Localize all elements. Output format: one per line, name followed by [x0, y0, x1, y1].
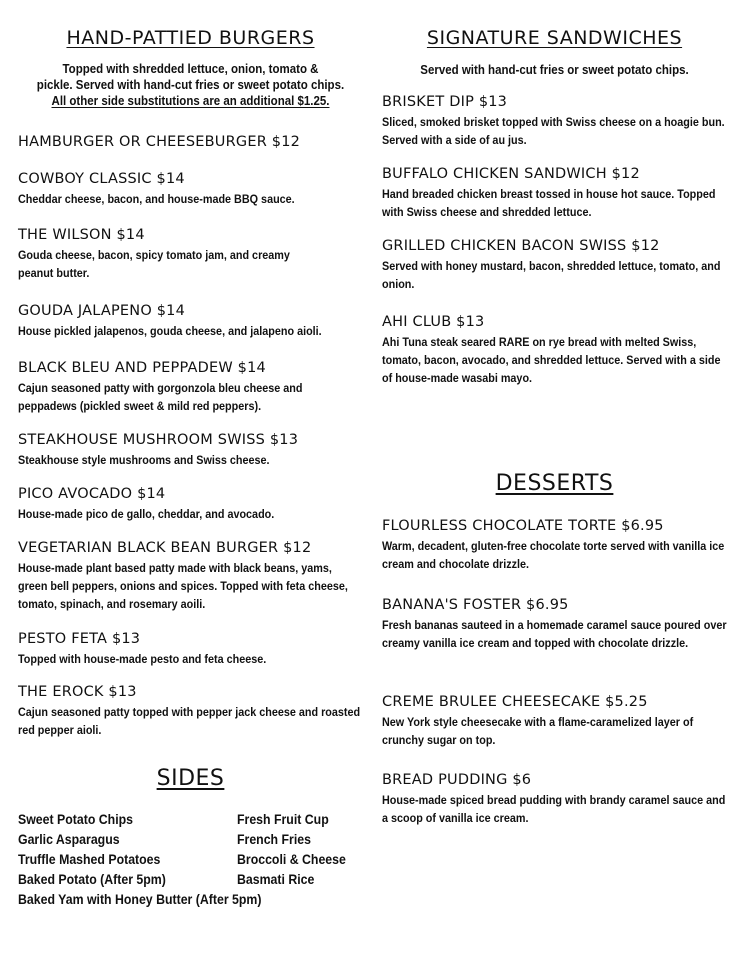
- item-description: Steakhouse style mushrooms and Swiss cheese.: [18, 453, 270, 467]
- desserts-heading: DESSERTS: [495, 471, 614, 496]
- side-item: Sweet Potato Chips: [18, 811, 134, 827]
- item-name: BRISKET DIP $13: [382, 94, 508, 110]
- item-name: CREME BRULEE CHEESECAKE $5.25: [382, 694, 648, 710]
- item-description: Cajun seasoned patty with gorgonzola bleu cheese and peppadews (pickled sweet & mild red peppers).: [18, 381, 303, 413]
- side-item: Garlic Asparagus: [18, 831, 120, 847]
- side-item: Baked Potato (After 5pm): [18, 871, 166, 887]
- item-description: Cheddar cheese, bacon, and house-made BBQ sauce.: [18, 192, 295, 206]
- menu-item: [18, 539, 363, 613]
- menu-item: [382, 237, 727, 293]
- item-description: House-made plant based patty made with black beans, yams, green bell peppers, onions and spices. Topped with feta cheese, tomato, spinach, and rosemary aoili.: [18, 561, 348, 611]
- menu-item: [382, 313, 727, 387]
- burgers-intro-line3: All other side substitutions are an additional $1.25.: [51, 94, 330, 108]
- item-description: Cajun seasoned patty topped with pepper jack cheese and roasted red pepper aioli.: [18, 705, 361, 737]
- item-name: AHI CLUB $13: [382, 314, 485, 330]
- menu-item: [18, 683, 363, 739]
- item-description: Sliced, smoked brisket topped with Swiss cheese on a hoagie bun. Served with a side of au jus.: [382, 115, 725, 147]
- item-description: Hand breaded chicken breast tossed in house hot sauce. Topped with Swiss cheese and shredded lettuce.: [382, 187, 716, 219]
- menu-item: [18, 431, 363, 469]
- item-name: THE EROCK $13: [18, 684, 137, 700]
- item-name: BLACK BLEU AND PEPPADEW $14: [18, 360, 266, 376]
- menu-item: [382, 165, 727, 221]
- item-name: STEAKHOUSE MUSHROOM SWISS $13: [18, 432, 299, 448]
- menu-item: [382, 517, 727, 573]
- item-description: Ahi Tuna steak seared RARE on rye bread with melted Swiss, tomato, bacon, avocado, and shredded lettuce. Served with a side of house-made wasabi mayo.: [382, 335, 721, 385]
- item-description: House-made spiced bread pudding with brandy caramel sauce and a scoop of vanilla ice cream.: [382, 793, 726, 825]
- menu-item: [382, 596, 727, 652]
- item-name: VEGETARIAN BLACK BEAN BURGER $12: [18, 540, 312, 556]
- menu-item: [382, 693, 727, 749]
- burgers-heading: HAND-PATTIED BURGERS: [66, 27, 315, 49]
- side-item: Fresh Fruit Cup: [237, 811, 329, 827]
- item-name: COWBOY CLASSIC $14: [18, 171, 185, 187]
- sides-heading: SIDES: [156, 766, 225, 791]
- item-name: BUFFALO CHICKEN SANDWICH $12: [382, 166, 640, 182]
- menu-item: [18, 359, 363, 415]
- item-description: Fresh bananas sauteed in a homemade caramel sauce poured over creamy vanilla ice cream and topped with chocolate drizzle.: [382, 618, 727, 650]
- item-name: FLOURLESS CHOCOLATE TORTE $6.95: [382, 518, 664, 534]
- menu-item: [18, 630, 363, 668]
- burgers-intro-line1: Topped with shredded lettuce, onion, tomato &: [62, 62, 319, 76]
- side-item: Baked Yam with Honey Butter (After 5pm): [18, 891, 262, 907]
- side-item: Broccoli & Cheese: [237, 851, 346, 867]
- item-description: New York style cheesecake with a flame-caramelized layer of crunchy sugar on top.: [382, 715, 694, 747]
- menu-item: [18, 302, 363, 340]
- item-name: BANANA'S FOSTER $6.95: [382, 597, 569, 613]
- menu-item: [18, 133, 363, 151]
- sandwiches-intro: Served with hand-cut fries or sweet potato chips.: [420, 63, 689, 77]
- burgers-intro-line2: pickle. Served with hand-cut fries or sweet potato chips.: [36, 78, 345, 92]
- menu-item: [18, 485, 363, 523]
- item-name: GOUDA JALAPENO $14: [18, 303, 186, 319]
- item-name: GRILLED CHICKEN BACON SWISS $12: [382, 238, 660, 254]
- menu-item: [18, 170, 363, 208]
- item-description: House-made pico de gallo, cheddar, and avocado.: [18, 507, 275, 521]
- side-item: Basmati Rice: [237, 871, 315, 887]
- item-name: BREAD PUDDING $6: [382, 772, 532, 788]
- item-name: THE WILSON $14: [18, 227, 145, 243]
- side-item: French Fries: [237, 831, 311, 847]
- item-name: PESTO FETA $13: [18, 631, 141, 647]
- side-item: Truffle Mashed Potatoes: [18, 851, 161, 867]
- item-name: PICO AVOCADO $14: [18, 486, 166, 502]
- menu-item: [382, 93, 727, 149]
- item-name: HAMBURGER OR CHEESEBURGER $12: [18, 134, 301, 150]
- sandwiches-heading: SIGNATURE SANDWICHES: [426, 27, 683, 49]
- menu-item: [382, 771, 727, 827]
- item-description: Topped with house-made pesto and feta cheese.: [18, 652, 267, 666]
- item-description: Served with honey mustard, bacon, shredded lettuce, tomato, and onion.: [382, 259, 721, 291]
- item-description: Gouda cheese, bacon, spicy tomato jam, and creamy peanut butter.: [18, 248, 290, 280]
- item-description: Warm, decadent, gluten-free chocolate torte served with vanilla ice cream and chocolate drizzle.: [382, 539, 725, 571]
- menu-item: [18, 226, 363, 282]
- item-description: House pickled jalapenos, gouda cheese, and jalapeno aioli.: [18, 324, 322, 338]
- burgers-intro: [18, 61, 363, 109]
